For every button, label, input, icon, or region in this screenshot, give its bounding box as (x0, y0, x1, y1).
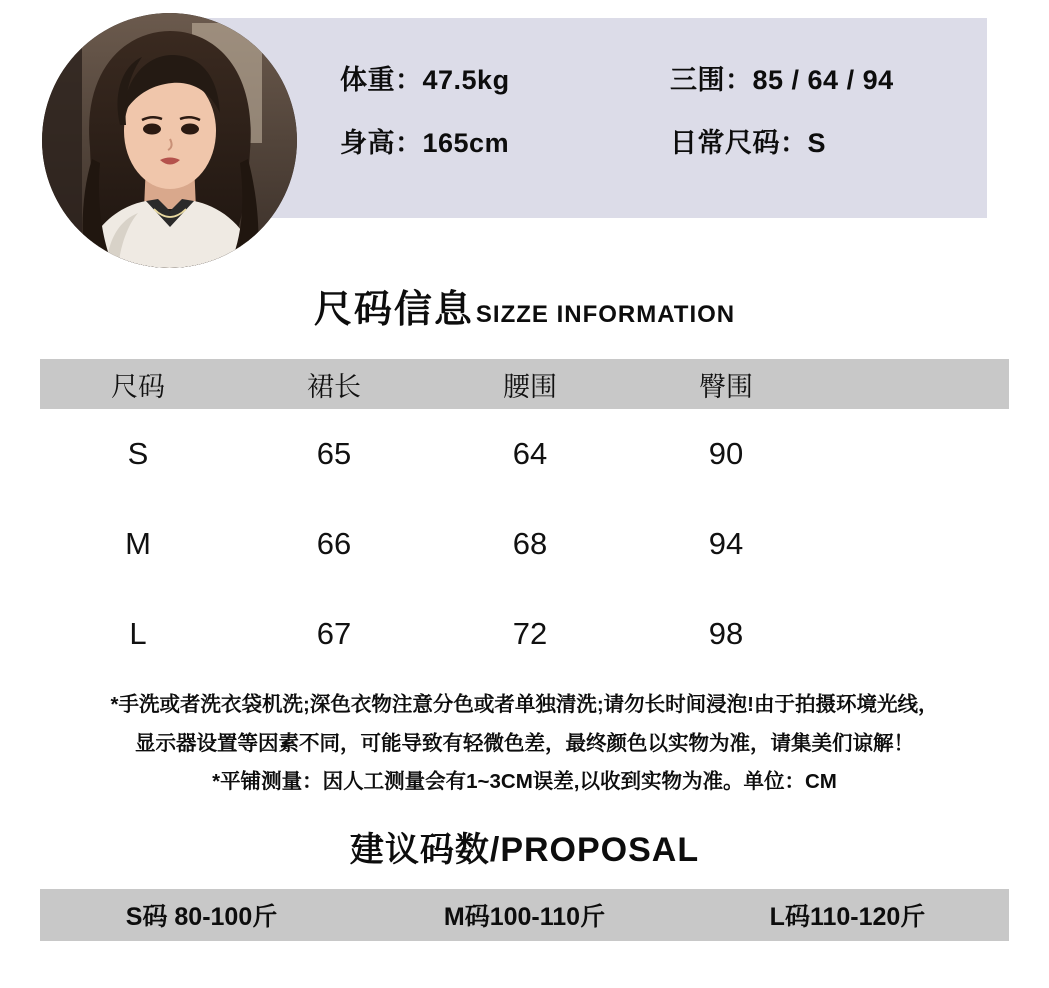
model-avatar (42, 13, 297, 268)
model-usual-size-value: S (807, 128, 827, 158)
model-height-value: 165cm (422, 128, 510, 158)
proposal-size-l: L码110-120斤 (769, 903, 926, 932)
proposal-bar (40, 889, 1009, 941)
care-note-line: *手洗或者洗衣袋机洗;深色衣物注意分色或者单独清洗;请勿长时间浸泡!由于拍摄环境光线， (110, 693, 939, 716)
model-height (340, 121, 670, 160)
table-header-row (40, 359, 1009, 409)
care-notes (0, 691, 1049, 796)
proposal-size-m: M码100-110斤 (443, 903, 606, 932)
size-info-title-cn: 尺码信息 (313, 289, 474, 331)
cell-empty (824, 589, 1009, 679)
column-header-skirt-length: 裙长 (236, 359, 432, 409)
model-height-label: 身高： (340, 128, 423, 158)
cell-empty (824, 409, 1009, 499)
cell-size: S (127, 436, 149, 471)
model-measurements (340, 58, 980, 184)
model-info-band (0, 0, 1049, 220)
model-weight-value: 47.5kg (422, 65, 510, 95)
cell-size: M (125, 526, 151, 561)
column-header-empty (824, 359, 1009, 409)
model-measurement-row (340, 121, 980, 160)
model-portrait-image (42, 13, 297, 268)
model-weight (340, 58, 670, 97)
model-bwh-value: 85 / 64 / 94 (752, 65, 894, 95)
cell-hip: 94 (708, 526, 744, 561)
cell-hip: 98 (708, 616, 744, 651)
column-header-hip: 臀围 (628, 359, 824, 409)
table-row (40, 589, 1009, 679)
cell-skirt-length: 65 (316, 436, 352, 471)
cell-size: L (129, 616, 147, 651)
measurement-note-line: *平铺测量：因人工测量会有1~3CM误差,以收到实物为准。单位：CM (212, 770, 837, 794)
cell-waist: 72 (512, 616, 548, 651)
size-table (40, 359, 1009, 679)
cell-skirt-length: 66 (316, 526, 352, 561)
table-row (40, 499, 1009, 589)
cell-hip: 90 (708, 436, 744, 471)
care-note-line: 显示器设置等因素不同，可能导致有轻微色差，最终颜色以实物为准，请集美们谅解！ (135, 731, 914, 755)
size-info-title-en: SIZZE INFORMATION (475, 301, 736, 328)
table-row (40, 409, 1009, 499)
model-measurement-row (340, 58, 980, 97)
cell-skirt-length: 67 (316, 616, 352, 651)
cell-empty (824, 499, 1009, 589)
model-weight-label: 体重： (340, 65, 423, 95)
model-bwh-label: 三围： (670, 65, 753, 95)
column-header-size: 尺码 (40, 359, 236, 409)
model-bust-waist-hip (670, 58, 894, 97)
model-usual-size (670, 121, 826, 160)
cell-waist: 68 (512, 526, 548, 561)
proposal-size-s: S码 80-100斤 (125, 903, 278, 932)
proposal-title: 建议码数/PROPOSAL (349, 831, 700, 870)
size-info-title (0, 278, 1049, 333)
model-usual-size-label: 日常尺码： (670, 128, 808, 158)
column-header-waist: 腰围 (432, 359, 628, 409)
cell-waist: 64 (512, 436, 548, 471)
